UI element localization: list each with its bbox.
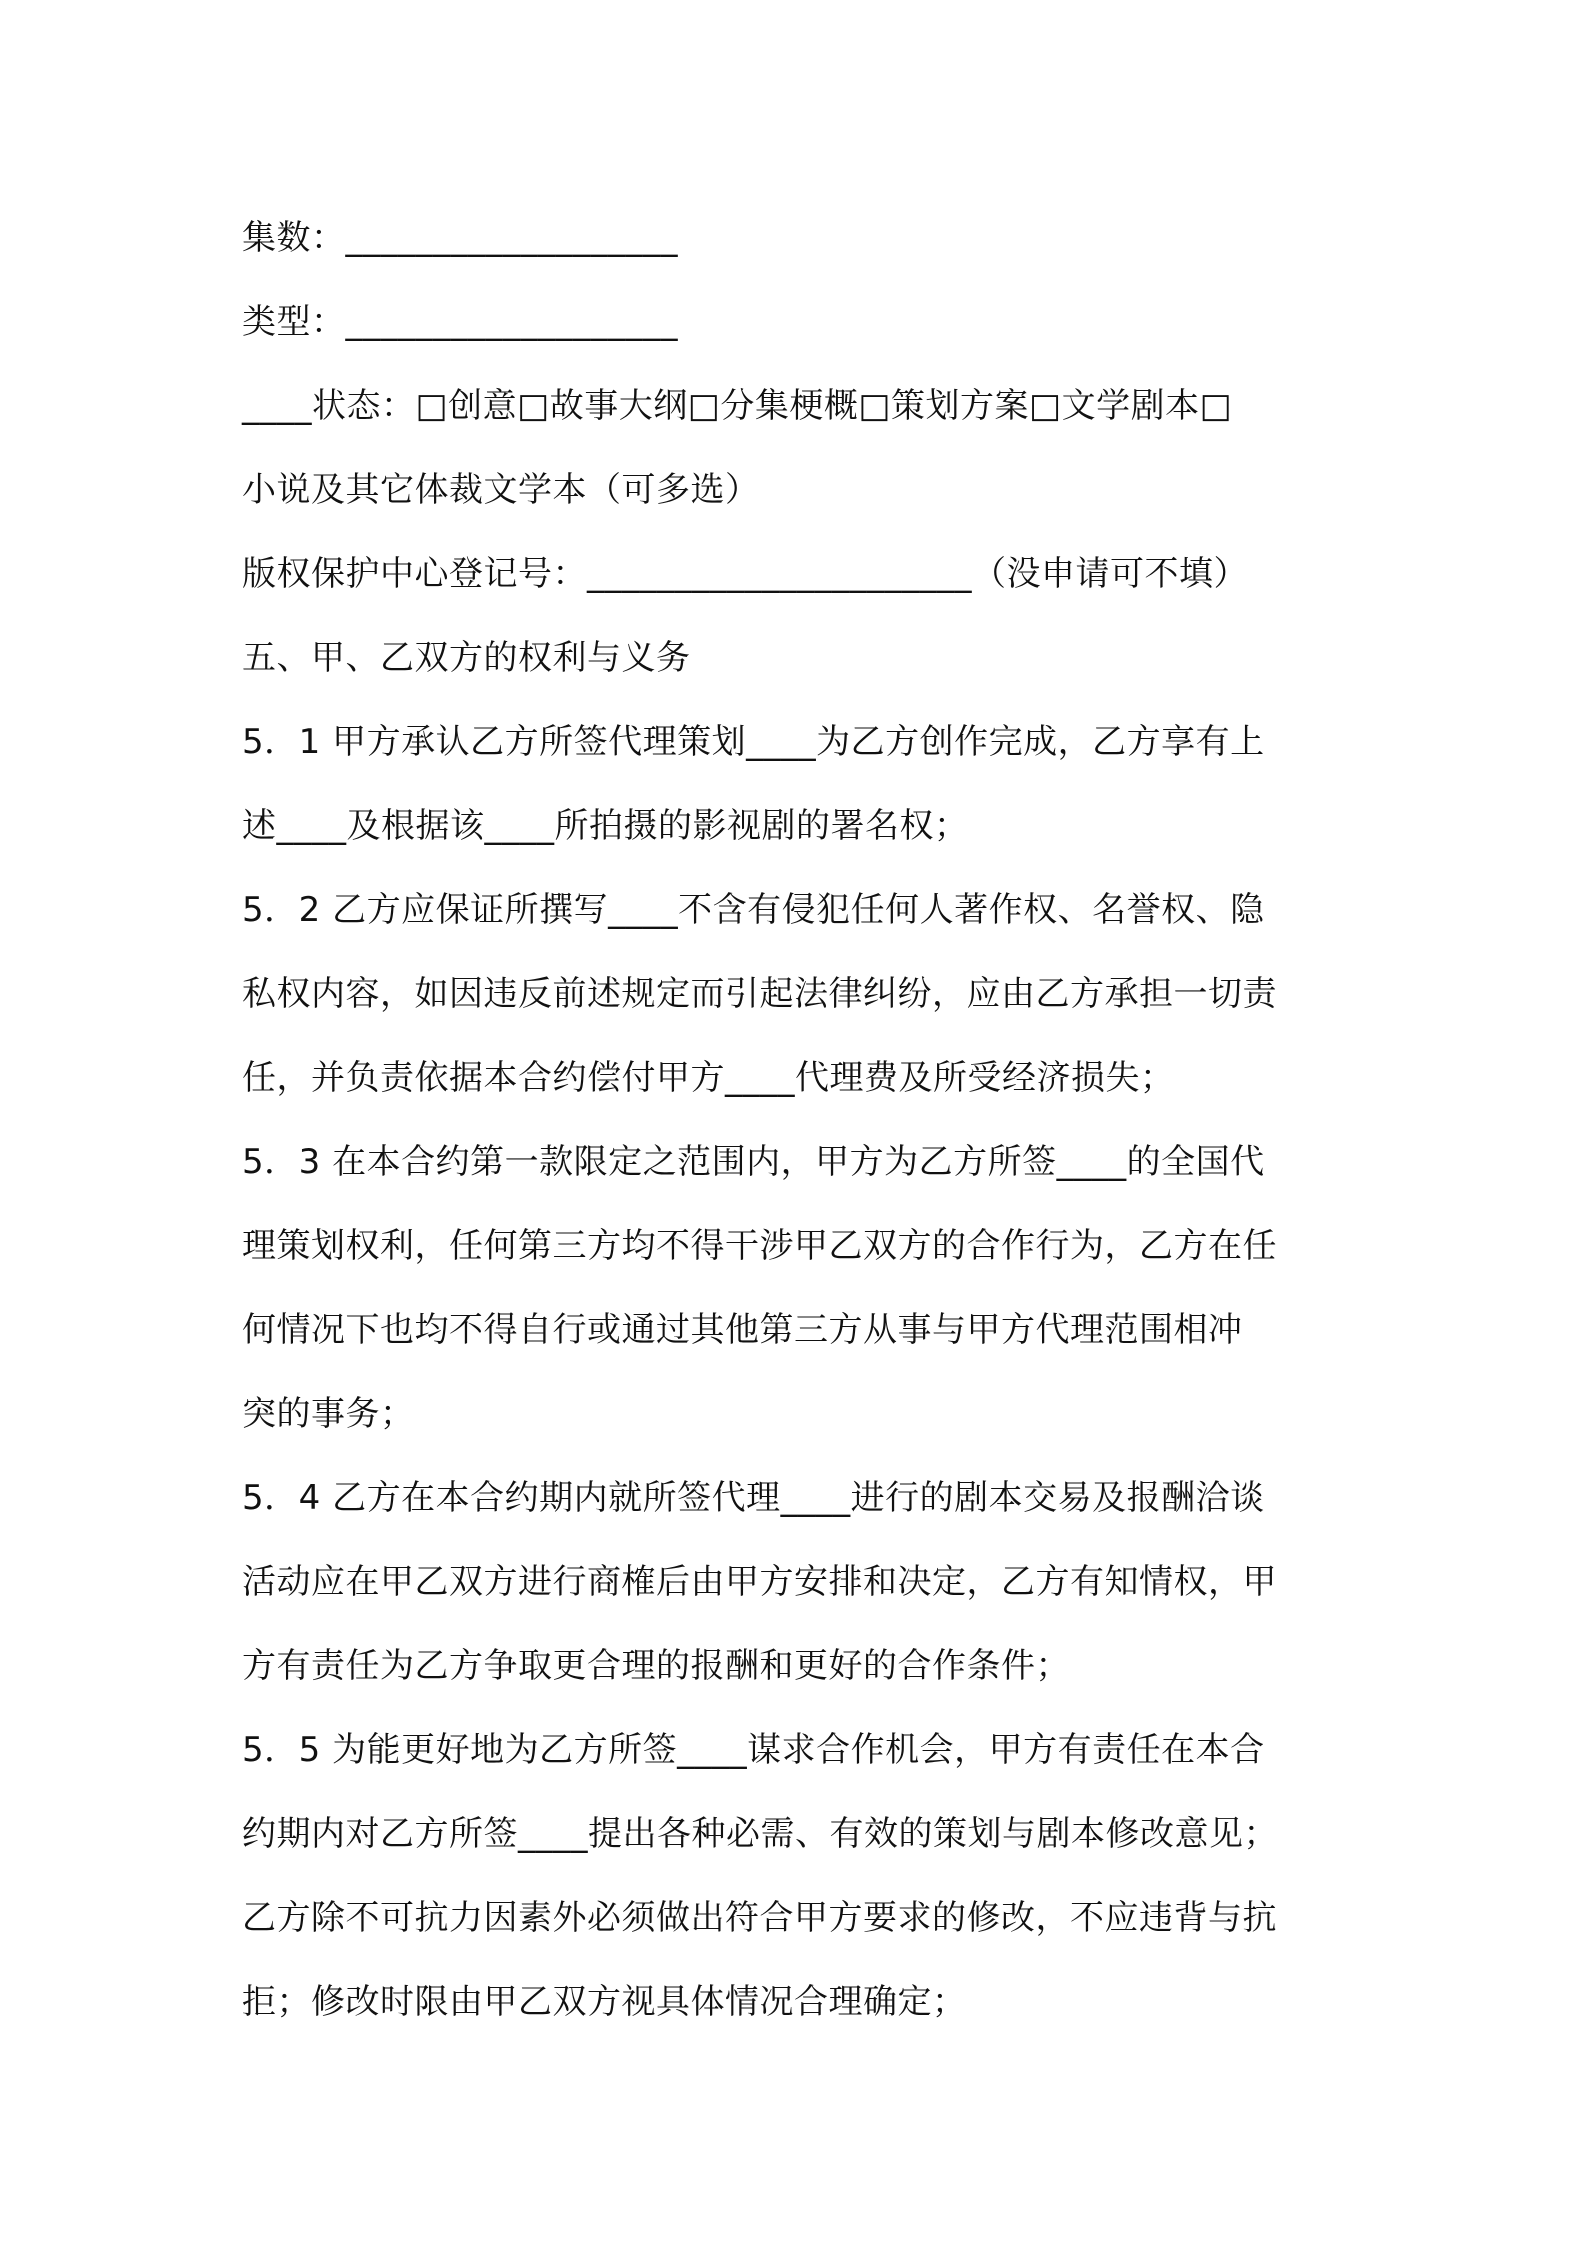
clause-5-5-line: 约期内对乙方所签____提出各种必需、有效的策划与剧本修改意见；	[242, 1814, 1278, 1854]
clause-5-2-line: 任，并负责依据本合约偿付甲方____代理费及所受经济损失；	[242, 1058, 1175, 1098]
clause-5-3-line: 理策划权利，任何第三方均不得干涉甲乙双方的合作行为，乙方在任	[242, 1226, 1277, 1266]
clause-5-1-line: 述____及根据该____所拍摄的影视剧的署名权；	[242, 806, 969, 846]
clause-5-4-line: 方有责任为乙方争取更合理的报酬和更好的合作条件；	[242, 1646, 1070, 1686]
status-options-line-continued: 小说及其它体裁文学本（可多选）	[242, 470, 760, 510]
clause-5-5-line: 拒；修改时限由甲乙双方视具体情况合理确定；	[242, 1982, 967, 2022]
clause-5-4-line: 活动应在甲乙双方进行商榷后由甲方安排和决定，乙方有知情权，甲	[242, 1562, 1277, 1602]
clause-5-5-line: 乙方除不可抗力因素外必须做出符合甲方要求的修改，不应违背与抗	[242, 1898, 1277, 1938]
genre-field-line: 类型：___________________	[242, 302, 678, 342]
clause-5-3-line: 何情况下也均不得自行或通过其他第三方从事与甲方代理范围相冲	[242, 1310, 1243, 1350]
status-options-line: ____状态：□创意□故事大纲□分集梗概□策划方案□文学剧本□	[242, 386, 1233, 426]
clause-5-3-line: 5．3 在本合约第一款限定之范围内，甲方为乙方所签____的全国代	[242, 1142, 1265, 1182]
clause-5-4-line: 5．4 乙方在本合约期内就所签代理____进行的剧本交易及报酬洽谈	[242, 1478, 1265, 1518]
clause-5-3-line: 突的事务；	[242, 1394, 415, 1434]
clause-5-5-line: 5．5 为能更好地为乙方所签____谋求合作机会，甲方有责任在本合	[242, 1730, 1265, 1770]
episodes-field-line: 集数：___________________	[242, 218, 678, 258]
clause-5-2-line: 私权内容，如因违反前述规定而引起法律纠纷，应由乙方承担一切责	[242, 974, 1277, 1014]
section-heading: 五、甲、乙双方的权利与义务	[242, 638, 691, 678]
clause-5-1-line: 5．1 甲方承认乙方所签代理策划____为乙方创作完成，乙方享有上	[242, 722, 1265, 762]
clause-5-2-line: 5．2 乙方应保证所撰写____不含有侵犯任何人著作权、名誉权、隐	[242, 890, 1265, 930]
document-body	[242, 196, 1362, 2044]
copyright-registration-line: 版权保护中心登记号：______________________（没申请可不填）	[242, 554, 1248, 594]
